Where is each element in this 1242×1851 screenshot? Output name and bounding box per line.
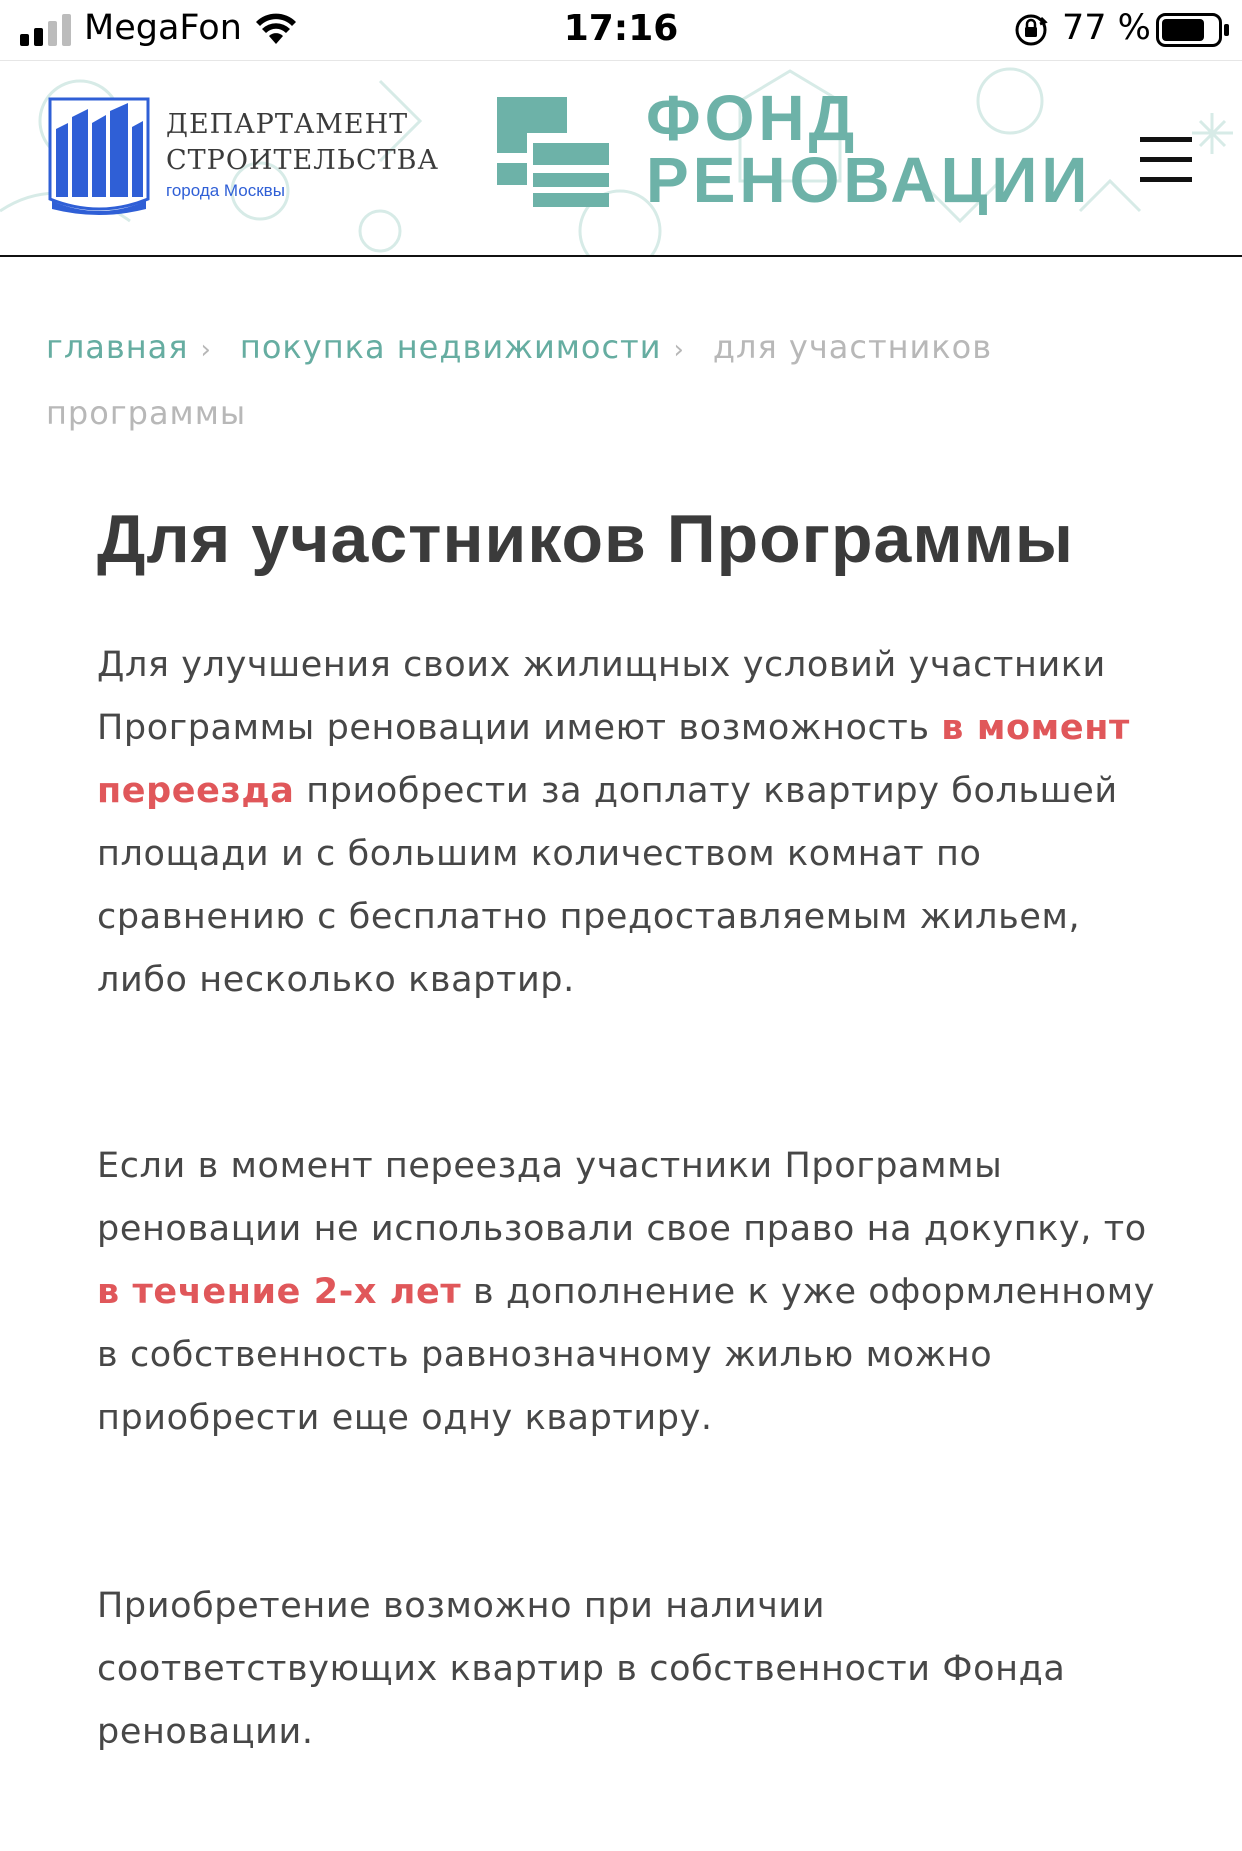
- chevron-right-icon: ›: [200, 335, 212, 365]
- fund-name-line2: РЕНОВАЦИИ: [646, 144, 1092, 216]
- paragraph-1-text: Для улучшения своих жилищных условий участники Программы реновации имеют возможность: [97, 645, 1106, 748]
- menu-icon-line: [1140, 157, 1192, 162]
- paragraph-2-text: Если в момент переезда участники Программы реновации не использовали свое право на докупку, то: [97, 1146, 1147, 1249]
- battery-icon: [1156, 13, 1230, 47]
- breadcrumb: [46, 316, 1176, 445]
- status-time: 17:16: [563, 8, 679, 49]
- site-header: [0, 60, 1242, 257]
- menu-button[interactable]: [1134, 133, 1194, 185]
- carrier-name: MegaFon: [84, 8, 242, 48]
- paragraph-3: Приобретение возможно при наличии соответствующих квартир в собственности Фонда реновации.: [97, 1586, 1066, 1752]
- breadcrumb-current: для участников программы: [46, 328, 993, 432]
- menu-icon-line: [1140, 177, 1192, 182]
- fund-logo-mark: [497, 97, 609, 207]
- dept-name-line2: СТРОИТЕЛЬСТВА: [166, 145, 439, 176]
- fund-name-line1: ФОНД: [646, 82, 859, 154]
- battery-percentage: 77 %: [1062, 8, 1151, 48]
- paragraph-1-text-end: приобрести за доплату квартиру большей площади и с большим количеством комнат по сравнению с бесплатно предоставляемым жильем, либо несколько квартир.: [97, 771, 1118, 1000]
- dept-name-line1: ДЕПАРТАМЕНТ: [166, 109, 409, 140]
- breadcrumb-section[interactable]: покупка недвижимости: [239, 328, 662, 366]
- page-title: Для участников Программы: [97, 501, 1074, 577]
- orientation-lock-icon: [1013, 12, 1049, 48]
- dept-subtitle: города Москвы: [166, 181, 285, 200]
- status-bar: [0, 0, 1242, 60]
- header-divider: [0, 255, 1242, 257]
- menu-icon: [1140, 137, 1192, 142]
- breadcrumb-home[interactable]: главная: [46, 328, 189, 366]
- paragraph-2-text-end: в дополнение к уже оформленному в собственность равнозначному жилью можно приобрести еще одну квартиру.: [97, 1272, 1156, 1438]
- paragraph-2: [97, 1135, 1177, 1450]
- chevron-right-icon: ›: [673, 335, 685, 365]
- paragraph-1: [97, 634, 1177, 1012]
- dept-building-logo: [48, 97, 150, 219]
- paragraph-1-highlight: в момент переезда: [97, 708, 1130, 811]
- dept-name: [166, 107, 439, 179]
- paragraph-2-highlight: в течение 2-х лет: [97, 1272, 462, 1312]
- fund-name: [646, 82, 1092, 216]
